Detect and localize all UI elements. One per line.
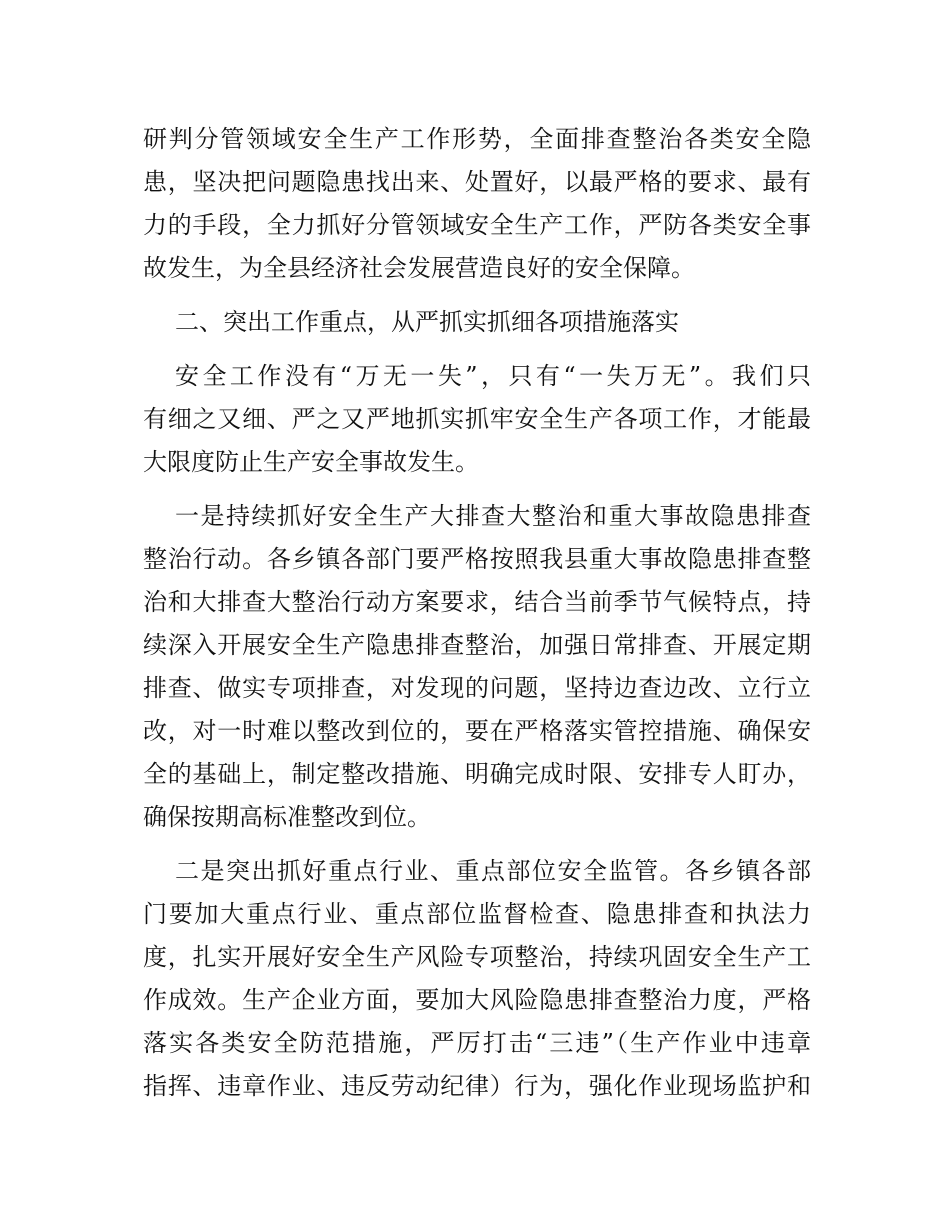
text-line: 确保按期高标准整改到位。 [143,803,431,831]
text-line: 治和大排查大整治行动方案要求，结合当前季节气候特点，持 [143,588,811,616]
text-line: 全的基础上，制定整改措施、明确完成时限、安排专人盯办， [143,760,811,788]
section-heading: 二、突出工作重点，从严抓实抓细各项措施落实 [175,308,679,336]
text-line: 故发生，为全县经济社会发展营造良好的安全保障。 [143,254,695,282]
text-line: 二是突出抓好重点行业、重点部位安全监管。各乡镇各部 [175,857,811,885]
text-line: 一是持续抓好安全生产大排查大整治和重大事故隐患排查 [175,502,811,530]
text-line: 有细之又细、严之又严地抓实抓牢安全生产各项工作，才能最 [143,405,811,433]
text-line: 排查、做实专项排查，对发现的问题，坚持边查边改、立行立 [143,674,811,702]
text-line: 安全工作没有“万无一失”，只有“一失万无”。我们只 [175,362,811,390]
text-line: 整治行动。各乡镇各部门要严格按照我县重大事故隐患排查整 [143,545,811,573]
text-line: 患，坚决把问题隐患找出来、处置好，以最严格的要求、最有 [143,168,811,196]
text-line: 改，对一时难以整改到位的，要在严格落实管控措施、确保安 [143,717,811,745]
text-line: 大限度防止生产安全事故发生。 [143,448,479,476]
text-line: 作成效。生产企业方面，要加大风险隐患排查整治力度，严格 [143,986,811,1014]
text-line: 研判分管领域安全生产工作形势，全面排查整治各类安全隐 [143,125,811,153]
text-line: 落实各类安全防范措施，严厉打击“三违”（生产作业中违章 [143,1029,811,1057]
text-line: 指挥、违章作业、违反劳动纪律）行为，强化作业现场监护和 [143,1072,811,1100]
text-line: 续深入开展安全生产隐患排查整治，加强日常排查、开展定期 [143,631,811,659]
text-line: 力的手段，全力抓好分管领域安全生产工作，严防各类安全事 [143,211,811,239]
text-line: 门要加大重点行业、重点部位监督检查、隐患排查和执法力 [143,900,811,928]
text-line: 度，扎实开展好安全生产风险专项整治，持续巩固安全生产工 [143,943,811,971]
